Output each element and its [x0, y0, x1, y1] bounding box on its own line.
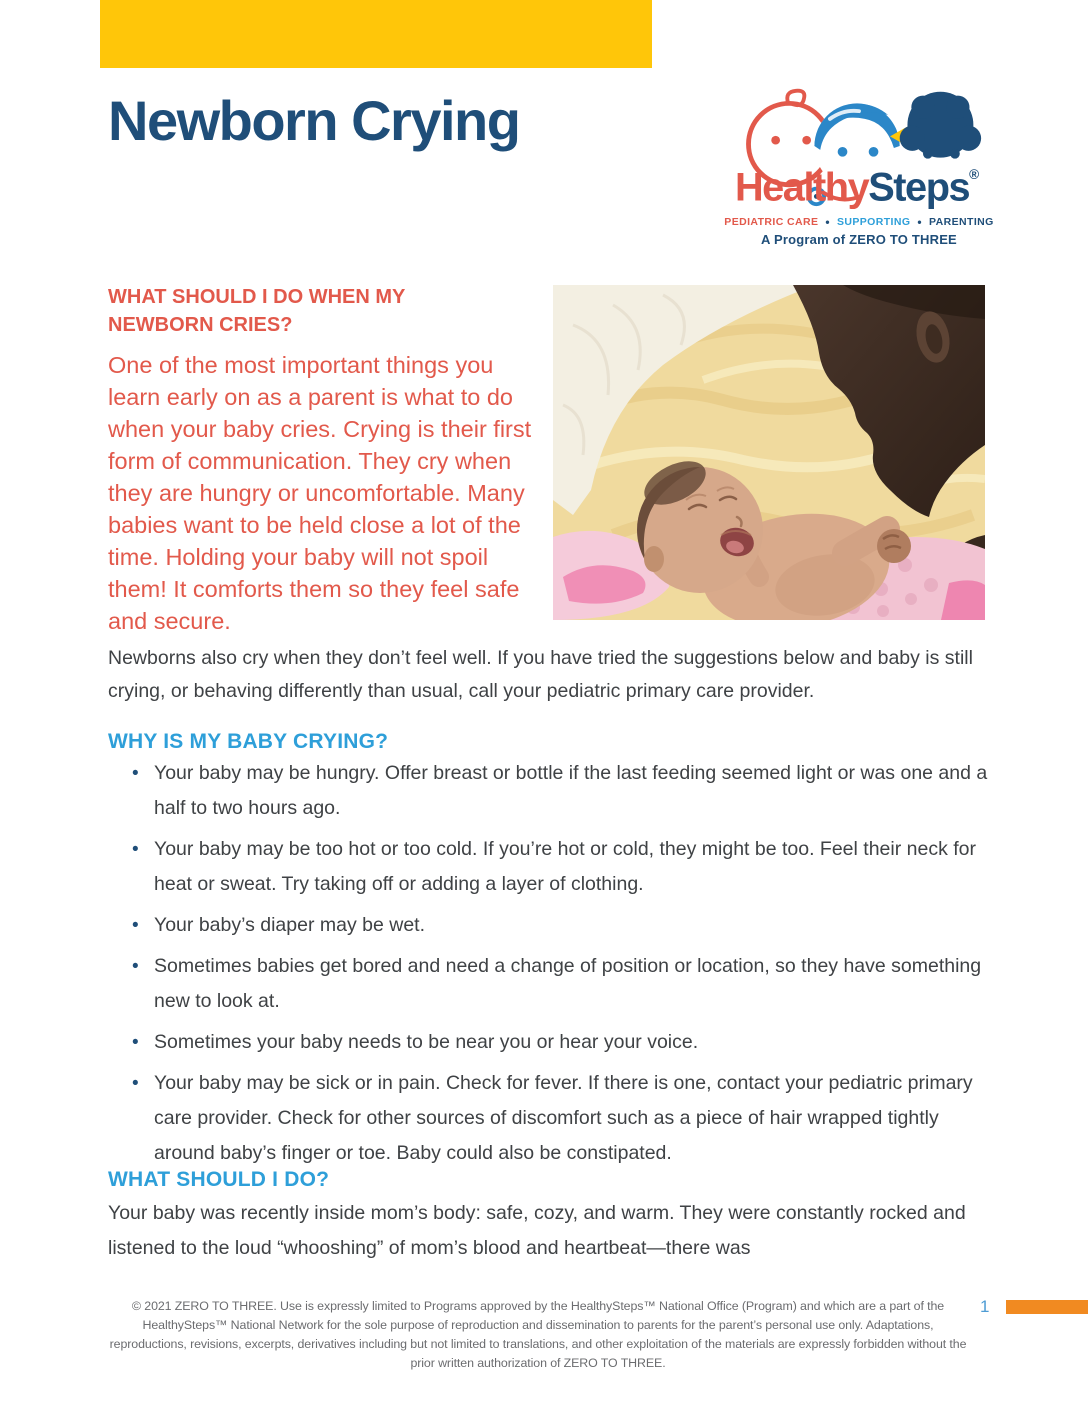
bullet-item: • Your baby’s diaper may be wet. [130, 908, 990, 943]
yellow-banner [100, 0, 652, 68]
intro-section [108, 283, 538, 637]
tagline-separator: • [917, 215, 923, 229]
wordmark: HealthySteps® [734, 165, 978, 210]
bullet-item: • Sometimes babies get bored and need a change of position or location, so they have something new to look at. [130, 949, 990, 1019]
note-paragraph: Newborns also cry when they don’t feel well. If you have tried the suggestions below and baby is still crying, or behaving differently than usual, call your pediatric primary care provider. [108, 647, 973, 702]
logo-program-line: A Program of ZERO TO THREE [761, 232, 957, 247]
healthysteps-logo [724, 82, 994, 247]
why-bullets [130, 756, 990, 1177]
tagline-separator: • [825, 215, 830, 229]
page-title: Newborn Crying [108, 89, 520, 152]
page-number-bar [1006, 1300, 1088, 1314]
logo-tagline [724, 215, 994, 229]
tagline-parenting: PARENTING [929, 216, 994, 228]
bullet-item: • Your baby may be sick or in pain. Check for fever. If there is one, contact your pediatric primary care provider. Check for other sources of discomfort such as a piece of hair wrapped tightly around baby’s finger or toe. Baby could also be constipated. [130, 1066, 990, 1171]
why-heading: WHY IS MY BABY CRYING? [108, 730, 389, 753]
intro-paragraph: One of the most important things you learn early on as a parent is what to do when your baby cries. Crying is their first form of communication. They cry when they are hungry or uncomfortable. Many babies want to be held close a lot of the time. Holding your baby will not spoil them! It comforts them so they feel safe and secure. [108, 352, 532, 634]
tagline-supporting: SUPPORTING [836, 216, 911, 228]
bullet-item: • Your baby may be too hot or too cold. If you’re hot or cold, they might be too. Feel their neck for heat or sweat. Try taking off or adding a layer of clothing. [130, 832, 990, 902]
healthysteps-logo-art [733, 82, 985, 211]
footer-copyright: © 2021 ZERO TO THREE. Use is expressly limited to Programs approved by the HealthySteps™ National Office (Program) and which are a part of the HealthySteps™ National Network for the sole purpose of reproduction and dissemination to parents for the parent’s personal use only. Adaptations, reproductions, revisions, excerpts, derivatives including but not limited to translations, and other exploitation of the materials are expressly forbidden without the prior written authorization of ZERO TO THREE. [109, 1299, 967, 1370]
tagline-pediatric-care: PEDIATRIC CARE [724, 216, 819, 228]
what-paragraph: Your baby was recently inside mom’s body: safe, cozy, and warm. They were constantly rocked and listened to the loud “whooshing” of mom’s blood and heartbeat—there was [108, 1202, 966, 1259]
page-number: 1 [980, 1297, 990, 1316]
bullet-item: • Sometimes your baby needs to be near you or hear your voice. [130, 1025, 990, 1060]
what-heading: WHAT SHOULD I DO? [108, 1168, 330, 1191]
newborn-photo [553, 285, 985, 620]
bullet-item: • Your baby may be hungry. Offer breast or bottle if the last feeding seemed light or was one and a half to two hours ago. [130, 756, 990, 826]
intro-heading: WHAT SHOULD I DO WHEN MY NEWBORN CRIES? [108, 286, 406, 336]
